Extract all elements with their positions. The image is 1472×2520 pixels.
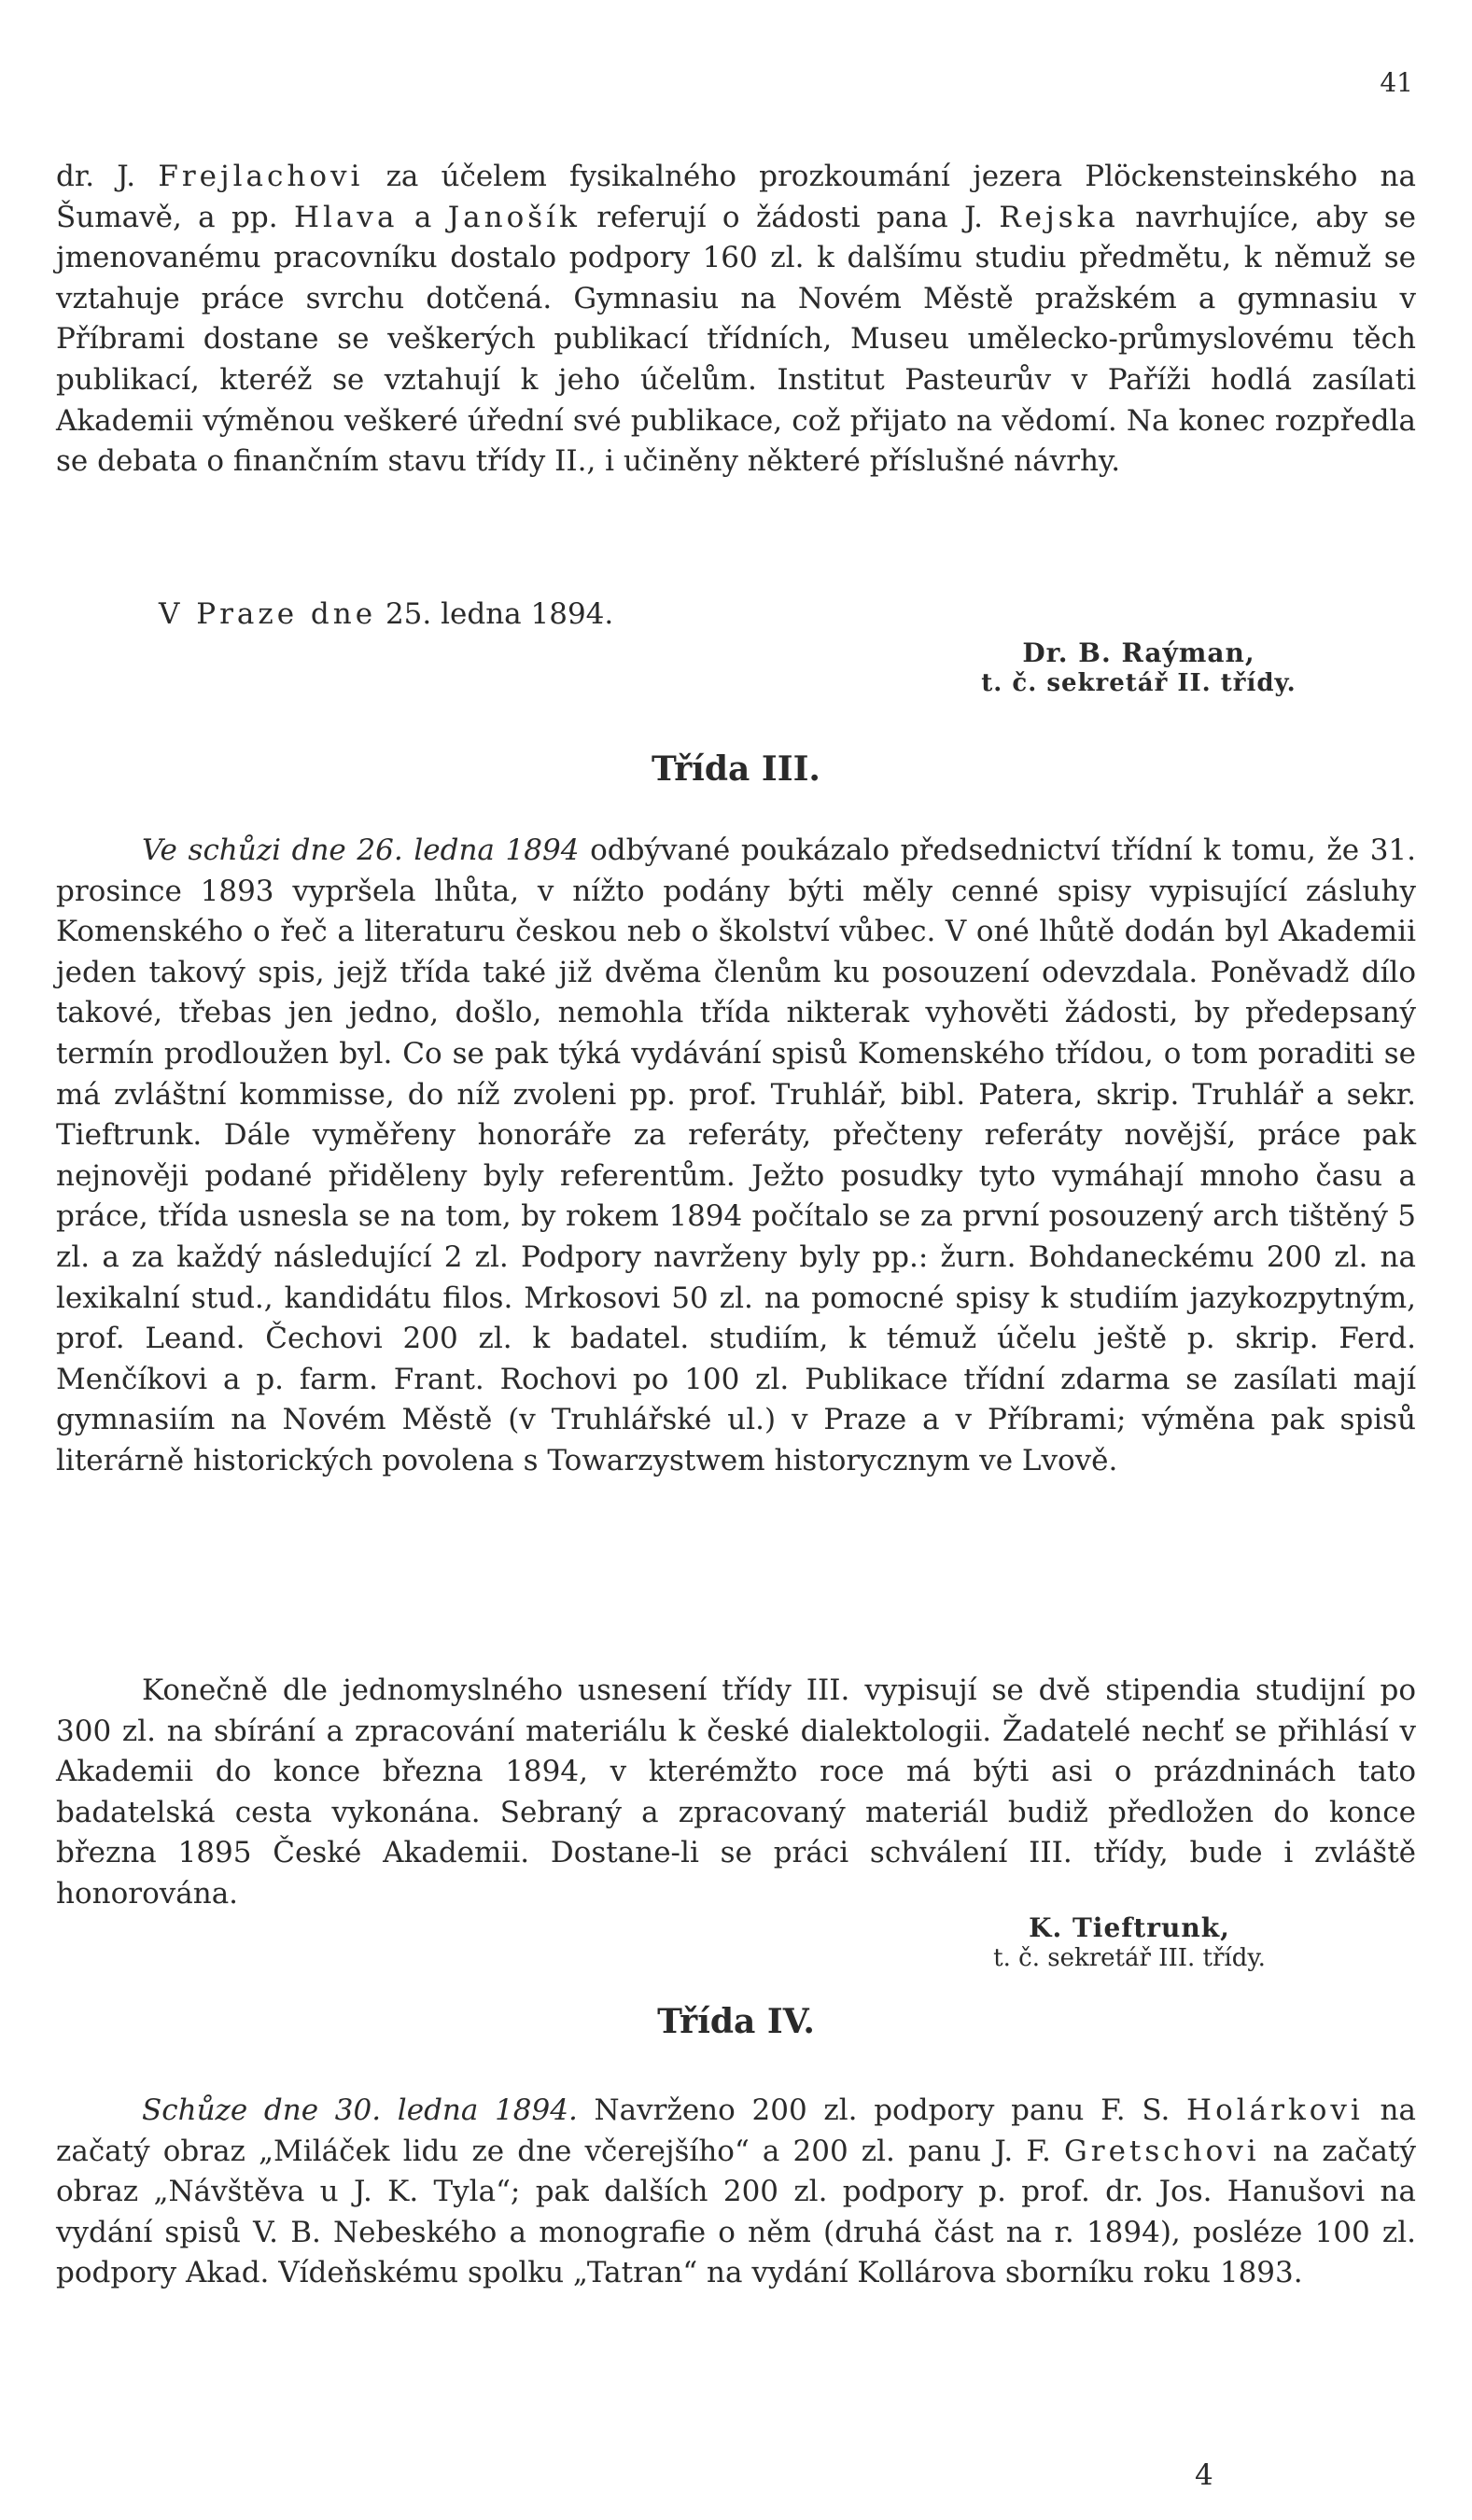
meeting-date: Ve schůzi dne 26. ledna 1894 — [142, 833, 580, 867]
name-spaced: Hlava — [294, 200, 399, 234]
dateline-date: 25. ledna 1894. — [376, 597, 614, 631]
dateline — [159, 595, 613, 635]
text: referují o žádosti pana J. — [580, 200, 1000, 234]
text: Navrženo 200 zl. podpory panu F. S. — [577, 2093, 1187, 2127]
page-number: 41 — [1380, 67, 1413, 98]
text: na začatý obraz „Návštěva u J. K. Tyla“; pak dalších 200 zl. podpory p. prof. dr. Jos. Hanušovi na vydání spisů V. B. Nebeského a monografie o něm (druhá část na r. 1894), posléze 100 zl. podpory Akad. Vídeňskému spolku „Tatran“ na vydání Kollárova sborníku roku 1893. — [56, 2134, 1416, 2290]
signature-name: K. Tieftrunk, — [1029, 1912, 1230, 1943]
text: za účelem fysikalného prozkoumání jezera Plöckensteinského na Šumavě, a pp. — [56, 160, 1416, 234]
text: navrhujíce, aby se jmenovanému pracovníku dostalo podpory 160 zl. k dalšímu studiu předmětu, k němuž se vztahuje práce svrchu dotčená. Gymnasiu na Novém Městě pražském a gymnasiu v Příbrami dostane se veškerých publikací třídních, Museu umělecko-průmyslovému těch publikací, kteréž se vztahují k jeho účelům. Institut Pasteurův v Paříži hodlá zasílati Akademii výměnou veškeré úřední své publikace, což přijato na vědomí. Na konec rozpředla se debata o finančním stavu třídy II., i učiněny některé příslušné návrhy. — [56, 200, 1416, 479]
paragraph-class-iii-meeting — [56, 831, 1416, 1482]
text: dr. J. — [56, 160, 159, 193]
name-spaced: Gretschovi — [1063, 2134, 1260, 2168]
text: Konečně dle jednomyslného usnesení třídy III. vypisují se dvě stipendia studijní po 300 zl. na sbírání a zpracování materiálu k české dialektologii. Žadatelé nechť se přihlásí v Akademii do konce března 1894, v kterémžto roce má býti asi o prázdninách tato badatelská cesta vykonána. Sebraný a zpracovaný materiál budiž předložen do konce března 1895 České Akademii. Dostane-li se práci schválení III. třídy, bude i zvláště honorována. — [56, 1673, 1416, 1911]
name-spaced: Holárkovi — [1186, 2093, 1364, 2127]
section-heading-class-iv: Třída IV. — [657, 2002, 815, 2041]
paragraph-stipends — [56, 1671, 1416, 1915]
text: a — [398, 200, 448, 234]
dateline-spaced: V Praze dne — [159, 597, 377, 631]
section-heading-class-iii: Třída III. — [652, 749, 820, 789]
meeting-date: Schůze dne 30. ledna 1894. — [142, 2093, 578, 2127]
name-spaced: Janošík — [447, 200, 581, 234]
paragraph-class-ii-report — [56, 157, 1416, 483]
text: na začatý obraz „Miláček lidu ze dne včerejšího“ a 200 zl. panu J. F. — [56, 2093, 1416, 2168]
name-spaced: Frejlachovi — [158, 160, 364, 193]
name-spaced: Rejska — [999, 200, 1119, 234]
paragraph-class-iv-meeting — [56, 2091, 1416, 2294]
signature-title: t. č. sekretář II. třídy. — [981, 669, 1297, 697]
text: odbývané poukázalo předsednictví třídní k tomu, že 31. prosince 1893 vypršela lhůta, v nížto podány býti měly cenné spisy vypisující zásluhy Komenského o řeč a literaturu českou neb o školství vůbec. V oné lhůtě dodán byl Akademii jeden takový spis, jejž třída také již dvěma členům ku posouzení odevzdala. Poněvadž dílo takové, třebas jen jedno, došlo, nemohla třída nikterak vyhověti žádosti, by předepsaný termín prodloužen byl. Co se pak týká vydávání spisů Komenského třídou, o tom poraditi se má zvláštní kommisse, do níž zvoleni pp. prof. Truhlář, bibl. Patera, skrip. Truhlář a sekr. Tieftrunk. Dále vyměřeny honoráře za referáty, přečteny referáty novější, práce pak nejnověji podané přiděleny byly referentům. Ježto posudky tyto vymáhají mnoho času a práce, třída usnesla se na tom, by rokem 1894 počítalo se za první posouzený arch tištěný 5 zl. a za každý následující 2 zl. Podpory navrženy byly pp.: žurn. Bohdaneckému 200 zl. na lexikalní stud., kandidátu filos. Mrkosovi 50 zl. na pomocné spisy k studiím jazykozpytným, prof. Leand. Čechovi 200 zl. k badatel. studiím, k témuž účelu ještě p. skrip. Ferd. Menčíkovi a p. farm. Frant. Rochovi po 100 zl. Publikace třídní zdarma se zasílati mají gymnasiím na Novém Městě (v Truhlářské ul.) v Praze a v Příbrami; výměna pak spisů literárně historických povolena s Towarzystwem historycznym ve Lvově. — [56, 833, 1416, 1477]
signature-mark: 4 — [1195, 2458, 1213, 2492]
signature-name: Dr. B. Raýman, — [1022, 637, 1255, 668]
signature-title: t. č. sekretář III. třídy. — [993, 1944, 1266, 1972]
signature-secretary-iii — [943, 1913, 1316, 1973]
signature-secretary-ii — [961, 638, 1316, 698]
